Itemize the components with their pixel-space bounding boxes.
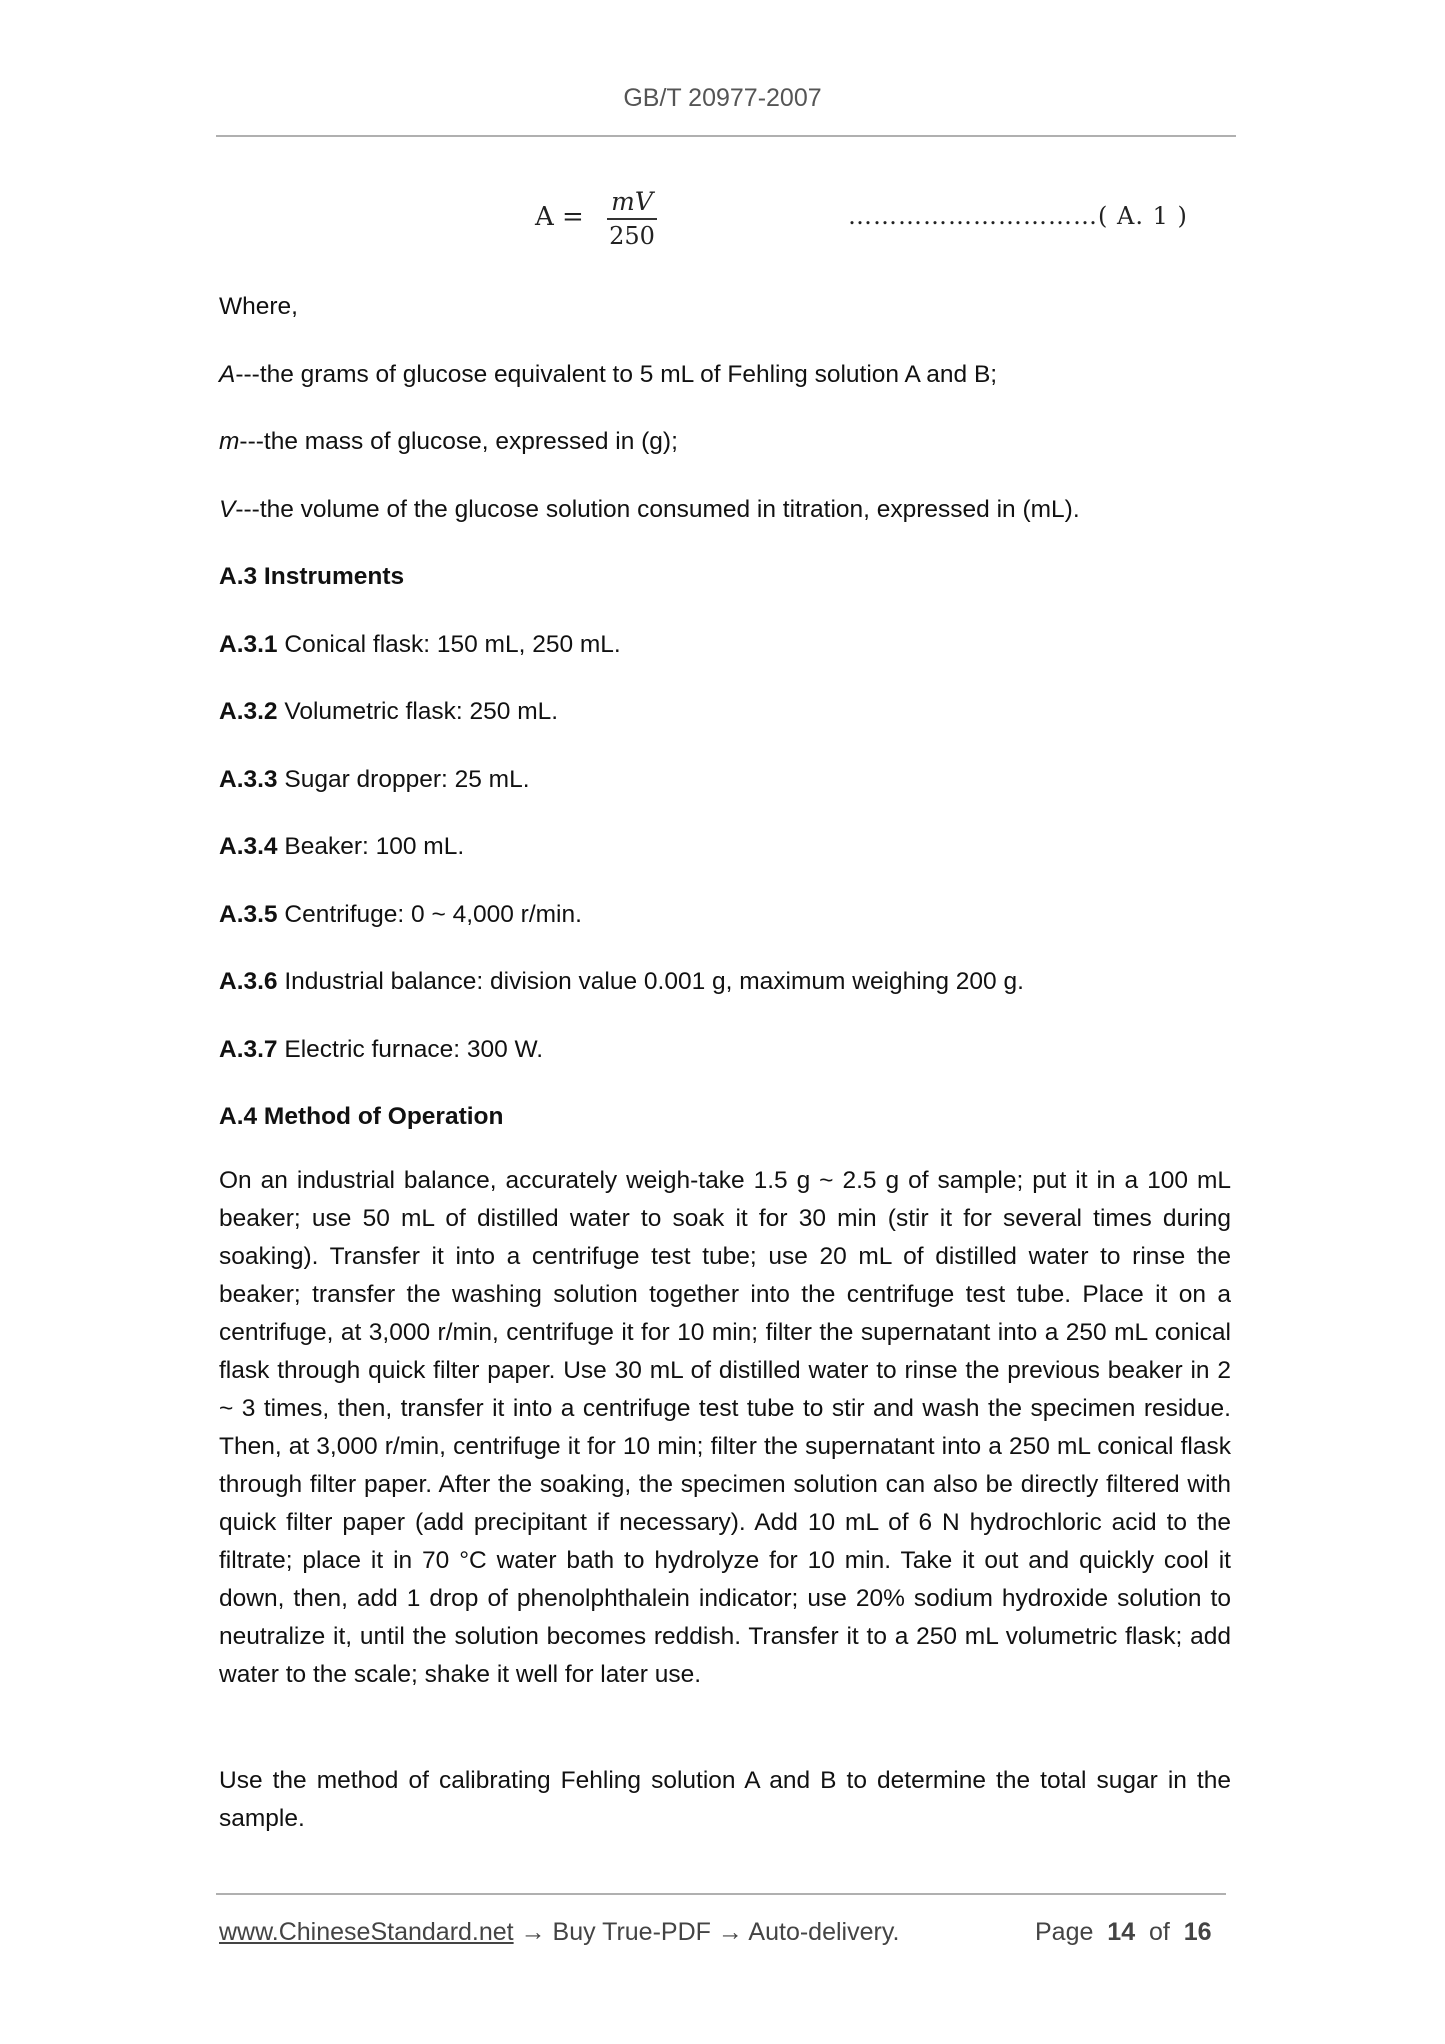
page-indicator	[1035, 1918, 1212, 1947]
definition: ---the grams of glucose equivalent to 5 mL of Fehling solution A and B;	[235, 361, 998, 388]
instrument-item	[219, 698, 558, 726]
formula-lhs: A =	[535, 202, 584, 232]
section-heading-a4	[219, 1103, 503, 1131]
instrument-item	[219, 901, 582, 929]
arrow-icon: →	[710, 1918, 749, 1946]
symbol: V	[219, 496, 236, 523]
delivery-text: Auto-delivery.	[748, 1918, 900, 1946]
where-intro: Where,	[219, 293, 298, 320]
formula-fraction	[607, 188, 657, 250]
where-item-m	[219, 428, 678, 456]
item-number: A.3.6	[219, 968, 278, 995]
instrument-item	[219, 968, 1024, 996]
instrument-item	[219, 833, 464, 861]
website-link[interactable]: www.ChineseStandard.net	[219, 1918, 514, 1946]
instrument-item	[219, 1036, 543, 1064]
fraction-bar	[607, 218, 657, 220]
header-divider	[216, 135, 1236, 137]
item-text: Sugar dropper: 25 mL.	[277, 766, 530, 793]
footer-promo	[219, 1918, 899, 1947]
where-item-a	[219, 361, 997, 389]
page-label: Page	[1035, 1918, 1094, 1946]
formula-numerator: mV	[611, 187, 653, 216]
page-current: 14	[1107, 1918, 1136, 1946]
heading-text: A.3 Instruments	[219, 563, 405, 590]
item-number: A.3.3	[219, 766, 278, 793]
equation-leader-dots: …………………………	[848, 202, 1098, 230]
of-label: of	[1149, 1918, 1170, 1946]
definition: ---the mass of glucose, expressed in (g);	[239, 428, 678, 455]
item-number: A.3.1	[219, 631, 278, 658]
item-number: A.3.2	[219, 698, 278, 725]
formula-denominator: 250	[609, 222, 655, 250]
item-text: Industrial balance: division value 0.001 g, maximum weighing 200 g.	[277, 968, 1024, 995]
equation-label: ( A. 1 )	[1098, 202, 1188, 230]
item-text: Volumetric flask: 250 mL.	[277, 698, 559, 725]
symbol: m	[219, 428, 240, 455]
section-heading-a3	[219, 563, 404, 591]
item-text: Centrifuge: 0 ~ 4,000 r/min.	[277, 901, 582, 928]
definition: ---the volume of the glucose solution consumed in titration, expressed in (mL).	[235, 496, 1080, 523]
item-text: Beaker: 100 mL.	[277, 833, 465, 860]
item-number: A.3.4	[219, 833, 278, 860]
item-text: Conical flask: 150 mL, 250 mL.	[277, 631, 621, 658]
where-item-v	[219, 496, 1080, 524]
arrow-icon: →	[513, 1918, 553, 1946]
heading-text: A.4 Method of Operation	[219, 1103, 504, 1130]
instrument-item	[219, 631, 621, 659]
method-paragraph-2: Use the method of calibrating Fehling solution A and B to determine the total sugar in the sample.	[219, 1767, 1231, 1832]
method-paragraph: On an industrial balance, accurately weigh-take 1.5 g ~ 2.5 g of sample; put it in a 100 mL beaker; use 50 mL of distilled water to soak it for 30 min (stir it for several times during soaking). Transfer it into a centrifuge test tube; use 20 mL of distilled water to rinse the beaker; transfer the washing solution together into the centrifuge test tube. Place it on a centrifuge, at 3,000 r/min, centrifuge it for 10 min; filter the supernatant into a 250 mL conical flask through quick filter paper. Use 30 mL of distilled water to rinse the previous beaker in 2 ~ 3 times, then, transfer it into a centrifuge test tube to stir and wash the specimen residue. Then, at 3,000 r/min, centrifuge it for 10 min; filter the supernatant into a 250 mL conical flask through filter paper. After the soaking, the specimen solution can also be directly filtered with quick filter paper (add precipitant if necessary). Add 10 mL of 6 N hydrochloric acid to the filtrate; place it in 70 °C water bath to hydrolyze for 10 min. Take it out and quickly cool it down, then, add 1 drop of phenolphthalein indicator; use 20% sodium hydroxide solution to neutralize it, until the solution becomes reddish. Transfer it to a 250 mL volumetric flask; add water to the scale; shake it well for later use.	[219, 1167, 1231, 1688]
document-header-title: GB/T 20977-2007	[623, 84, 822, 112]
page-total: 16	[1183, 1918, 1212, 1946]
equation-number	[848, 202, 1188, 230]
footer-divider	[216, 1893, 1226, 1895]
item-number: A.3.7	[219, 1036, 278, 1063]
buy-text: Buy True-PDF	[552, 1918, 711, 1946]
symbol: A	[219, 361, 236, 388]
instrument-item	[219, 766, 530, 794]
item-number: A.3.5	[219, 901, 278, 928]
item-text: Electric furnace: 300 W.	[277, 1036, 544, 1063]
